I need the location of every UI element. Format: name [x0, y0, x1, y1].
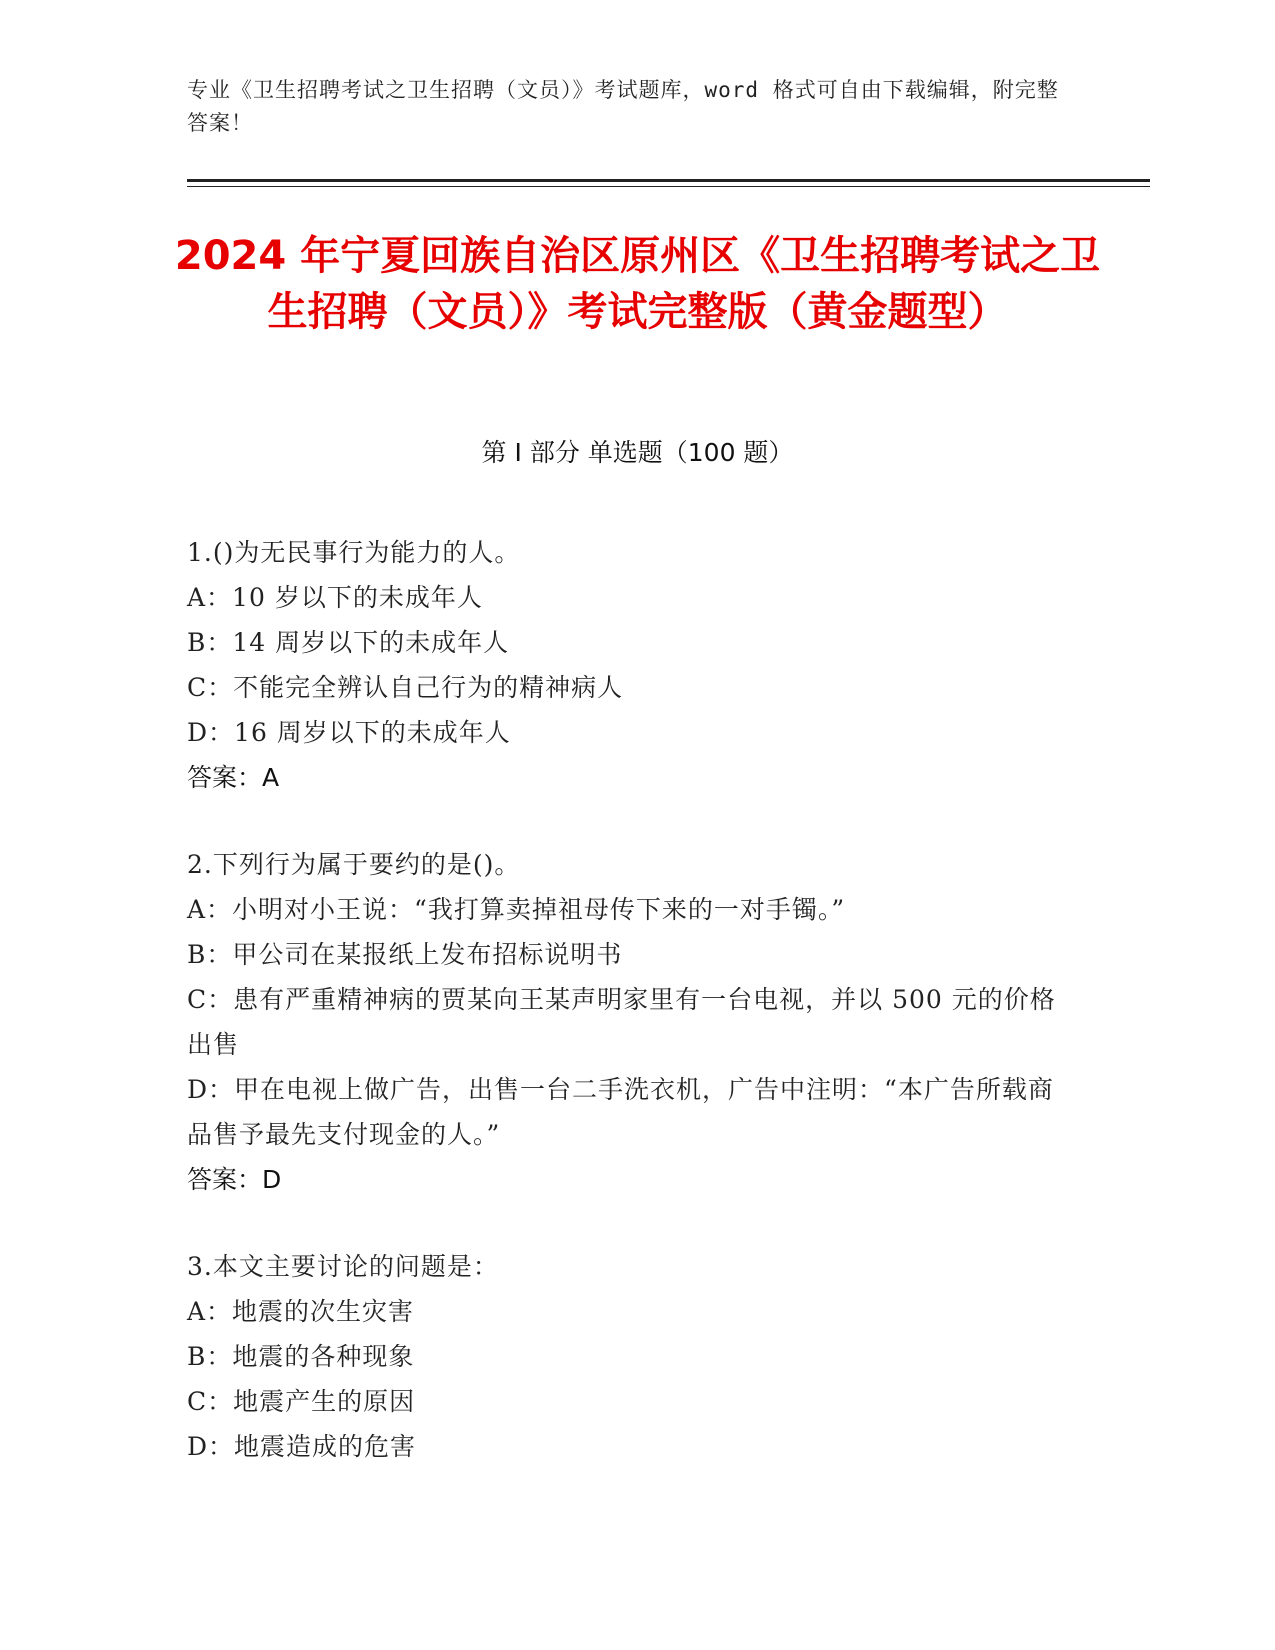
option-c: C：地震产生的原因 [187, 1387, 416, 1416]
option-d: D：16 周岁以下的未成年人 [187, 718, 511, 747]
question-3 [187, 1244, 1077, 1469]
question-stem: 2.下列行为属于要约的是()。 [187, 850, 521, 879]
option-b: B：甲公司在某报纸上发布招标说明书 [187, 940, 623, 969]
option-a: A：10 岁以下的未成年人 [187, 583, 483, 612]
question-stem: 3.本文主要讨论的问题是： [187, 1252, 499, 1281]
option-d: D：地震造成的危害 [187, 1432, 417, 1461]
answer-line: 答案：A [187, 763, 280, 792]
question-list [187, 530, 1077, 1511]
option-a: A：小明对小王说：“我打算卖掉祖母传下来的一对手镯。” [187, 895, 846, 924]
answer-line: 答案：D [187, 1165, 282, 1194]
header-rule-thick [187, 179, 1150, 182]
option-a: A：地震的次生灾害 [187, 1297, 415, 1326]
option-b: B：地震的各种现象 [187, 1342, 415, 1371]
option-b: B：14 周岁以下的未成年人 [187, 628, 510, 657]
header-rule-thin [187, 186, 1150, 187]
section-heading: 第 I 部分 单选题（100 题） [481, 438, 794, 467]
option-c: C：不能完全辨认自己行为的精神病人 [187, 673, 624, 702]
option-c: C：患有严重精神病的贾某向王某声明家里有一台电视，并以 500 元的价格出售 [187, 985, 1056, 1059]
header-note: 专业《卫生招聘考试之卫生招聘（文员）》考试题库，word 格式可自由下载编辑，附完整答案！ [187, 78, 1059, 135]
option-d: D：甲在电视上做广告，出售一台二手洗衣机，广告中注明：“本广告所载商品售予最先支付现金的人。” [187, 1075, 1054, 1149]
question-2 [187, 842, 1077, 1202]
document-title: 2024 年宁夏回族自治区原州区《卫生招聘考试之卫生招聘（文员）》考试完整版（黄金题型） [174, 233, 1101, 335]
question-1 [187, 530, 1077, 800]
question-stem: 1.()为无民事行为能力的人。 [187, 538, 521, 567]
